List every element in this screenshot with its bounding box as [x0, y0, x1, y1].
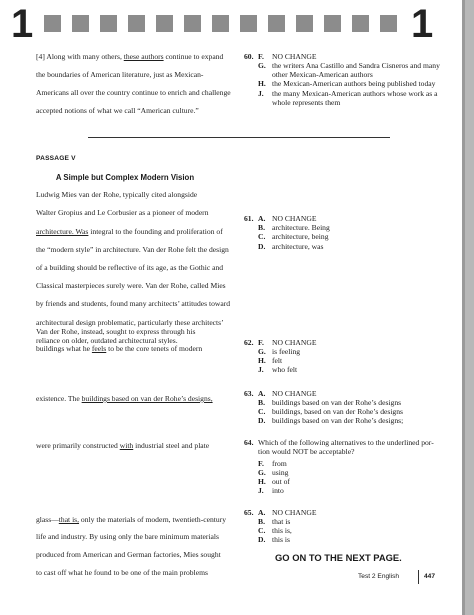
line-text: Walter Gropius and Le Corbusier as a pioneer of modern [36, 208, 209, 217]
passage-line [36, 299, 230, 308]
header-square [380, 15, 397, 32]
line-text: Americans all over the country continue to enrich and challenge [36, 88, 231, 97]
answer-option-text[interactable]: whole represents them [272, 98, 341, 107]
answer-option-text[interactable]: this is [272, 535, 290, 544]
passage-line [36, 515, 226, 524]
passage-line [36, 263, 223, 272]
underlined-portion[interactable]: that is, [58, 515, 80, 524]
answer-option-text[interactable]: NO CHANGE [272, 389, 317, 398]
line-text: only the materials of modern, twentieth-century [79, 515, 227, 524]
passage-divider [88, 137, 390, 138]
answer-option-letter[interactable]: G. [258, 347, 266, 356]
passage-line [36, 441, 209, 450]
answer-option-text[interactable]: using [272, 468, 289, 477]
answer-option-letter[interactable]: J. [258, 486, 264, 495]
answer-option-letter[interactable]: B. [258, 517, 265, 526]
question-number: 63. [244, 389, 254, 398]
answer-option-letter[interactable]: A. [258, 214, 266, 223]
underlined-portion[interactable]: architecture. Was [36, 227, 89, 236]
answer-option-letter[interactable]: D. [258, 242, 266, 251]
passage-line [36, 190, 197, 199]
line-text: accepted notions of what we call “American culture.” [36, 106, 199, 115]
answer-option-text[interactable]: buildings based on van der Rohe’s designs [272, 398, 402, 407]
answer-option-letter[interactable]: F. [258, 459, 264, 468]
answer-option-text[interactable]: from [272, 459, 287, 468]
answer-option-text[interactable]: into [272, 486, 284, 495]
page-edge-tab-inner [465, 0, 474, 615]
line-text: buildings what he [36, 344, 92, 353]
answer-option-text[interactable]: the many Mexican-American authors whose work as a [272, 89, 438, 98]
underlined-portion[interactable]: these authors [123, 52, 164, 61]
answer-option-text[interactable]: NO CHANGE [272, 214, 317, 223]
footer-separator [418, 570, 419, 584]
question-number: 62. [244, 338, 254, 347]
answer-option-letter[interactable]: C. [258, 407, 266, 416]
passage-line [36, 245, 229, 254]
answer-option-letter[interactable]: G. [258, 61, 266, 70]
header-square [72, 15, 89, 32]
underlined-portion[interactable]: feels [91, 344, 107, 353]
footer-label: Test 2 English [358, 573, 400, 580]
answer-option-letter[interactable]: F. [258, 338, 264, 347]
question-number: 65. [244, 508, 254, 517]
answer-option-letter[interactable]: H. [258, 477, 266, 486]
answer-option-text[interactable]: buildings based on van der Rohe’s designs; [272, 416, 404, 425]
header-square [296, 15, 313, 32]
answer-option-letter[interactable]: G. [258, 468, 266, 477]
answer-option-text[interactable]: the Mexican-American authors being published today [272, 79, 436, 88]
answer-option-letter[interactable]: D. [258, 416, 266, 425]
page-number: 447 [424, 573, 436, 580]
answer-option-letter[interactable]: B. [258, 223, 265, 232]
section-number-right: 1 [411, 2, 434, 46]
answer-option-text[interactable]: is feeling [272, 347, 301, 356]
answer-option-text[interactable]: the writers Ana Castillo and Sandra Cisneros and many [272, 61, 440, 70]
page-edge-tab [462, 0, 474, 615]
header-square [44, 15, 61, 32]
underlined-portion[interactable]: with [119, 441, 134, 450]
passage-line [36, 52, 223, 61]
header-square [240, 15, 257, 32]
passage-label: PASSAGE V [36, 155, 76, 162]
answer-option-letter[interactable]: C. [258, 526, 266, 535]
question-number: 60. [244, 52, 254, 61]
passage-line [36, 550, 221, 559]
question-stem: tion would NOT be acceptable? [258, 447, 355, 456]
answer-option-letter[interactable]: H. [258, 356, 266, 365]
section-number-left: 1 [11, 2, 34, 46]
answer-option-text[interactable]: felt [272, 356, 283, 365]
line-text: glass— [36, 515, 59, 524]
answer-option-letter[interactable]: J. [258, 89, 264, 98]
line-text: the “modern style” in architecture. Van der Rohe felt the design [36, 245, 229, 254]
answer-option-letter[interactable]: B. [258, 398, 265, 407]
question-number: 61. [244, 214, 254, 223]
line-text: architectural design problematic, particularly these architects’ [36, 318, 224, 327]
line-text: produced from American and German factories, Mies sought [36, 550, 221, 559]
go-on-next-page: GO ON TO THE NEXT PAGE. [275, 552, 402, 563]
passage-line [36, 344, 202, 353]
answer-option-letter[interactable]: H. [258, 79, 266, 88]
header-square [156, 15, 173, 32]
line-text: integral to the founding and proliferation of [88, 227, 223, 236]
passage-line [36, 88, 231, 97]
passage-line [36, 532, 219, 541]
passage-title: A Simple but Complex Modern Vision [55, 173, 195, 182]
answer-option-text[interactable]: buildings, based on van der Rohe’s designs [272, 407, 403, 416]
answer-option-text[interactable]: NO CHANGE [272, 338, 317, 347]
header-square [352, 15, 369, 32]
question-stem: Which of the following alternatives to the underlined por- [258, 438, 434, 447]
line-text: industrial steel and plate [133, 441, 210, 450]
line-text: existence. The [36, 394, 82, 403]
header-square [184, 15, 201, 32]
answer-option-text[interactable]: architecture, was [272, 242, 324, 251]
line-text: by friends and students, found many architects’ attitudes toward [36, 299, 231, 308]
answer-option-text[interactable]: this is, [272, 526, 292, 535]
answer-option-letter[interactable]: A. [258, 508, 266, 517]
answer-option-text[interactable]: architecture, being [272, 232, 329, 241]
line-text: [4] Along with many others, [36, 52, 124, 61]
passage-line [36, 70, 203, 79]
passage-line [36, 106, 199, 115]
line-text: the boundaries of American literature, just as Mexican- [36, 70, 204, 79]
line-text: were primarily constructed [36, 441, 120, 450]
line-text: Van der Rohe, instead, sought to express through his [36, 327, 196, 336]
passage-line [36, 327, 195, 336]
header-square [212, 15, 229, 32]
line-text: life and industry. By using only the bare minimum materials [36, 532, 219, 541]
answer-option-letter[interactable]: C. [258, 232, 266, 241]
answer-option-text[interactable]: out of [272, 477, 290, 486]
answer-option-text[interactable]: NO CHANGE [272, 508, 317, 517]
question-number: 64. [244, 438, 254, 447]
answer-option-text[interactable]: NO CHANGE [272, 52, 317, 61]
line-text: Classical masterpieces surely were. Van der Rohe, called Mies [36, 281, 226, 290]
passage-line [36, 318, 224, 327]
underlined-portion[interactable]: buildings based on van der Rohe’s designs, [81, 394, 213, 403]
line-text: to be the core tenets of modern [106, 344, 203, 353]
passage-line [36, 394, 213, 403]
passage-line [36, 568, 208, 577]
answer-option-text[interactable]: other Mexican-American authors [272, 70, 373, 79]
header-square [324, 15, 341, 32]
answer-option-letter[interactable]: D. [258, 535, 266, 544]
header-square [128, 15, 145, 32]
answer-option-letter[interactable]: F. [258, 52, 264, 61]
header-square [268, 15, 285, 32]
answer-option-text[interactable]: architecture. Being [272, 223, 330, 232]
passage-line [36, 227, 223, 236]
answer-option-text[interactable]: that is [272, 517, 291, 526]
answer-option-letter[interactable]: J. [258, 365, 264, 374]
line-text: to cast off what he found to be one of the main problems [36, 568, 208, 577]
line-text: Ludwig Mies van der Rohe, typically cited alongside [36, 190, 198, 199]
passage-line [36, 281, 226, 290]
line-text: continue to expand [163, 52, 224, 61]
passage-line [36, 208, 209, 217]
answer-option-text[interactable]: who felt [272, 365, 298, 374]
line-text: reliance on older, outdated architectural styles. [36, 336, 178, 345]
header-square [100, 15, 117, 32]
answer-option-letter[interactable]: A. [258, 389, 266, 398]
line-text: of a building should be reflective of its age, as the Gothic and [36, 263, 224, 272]
